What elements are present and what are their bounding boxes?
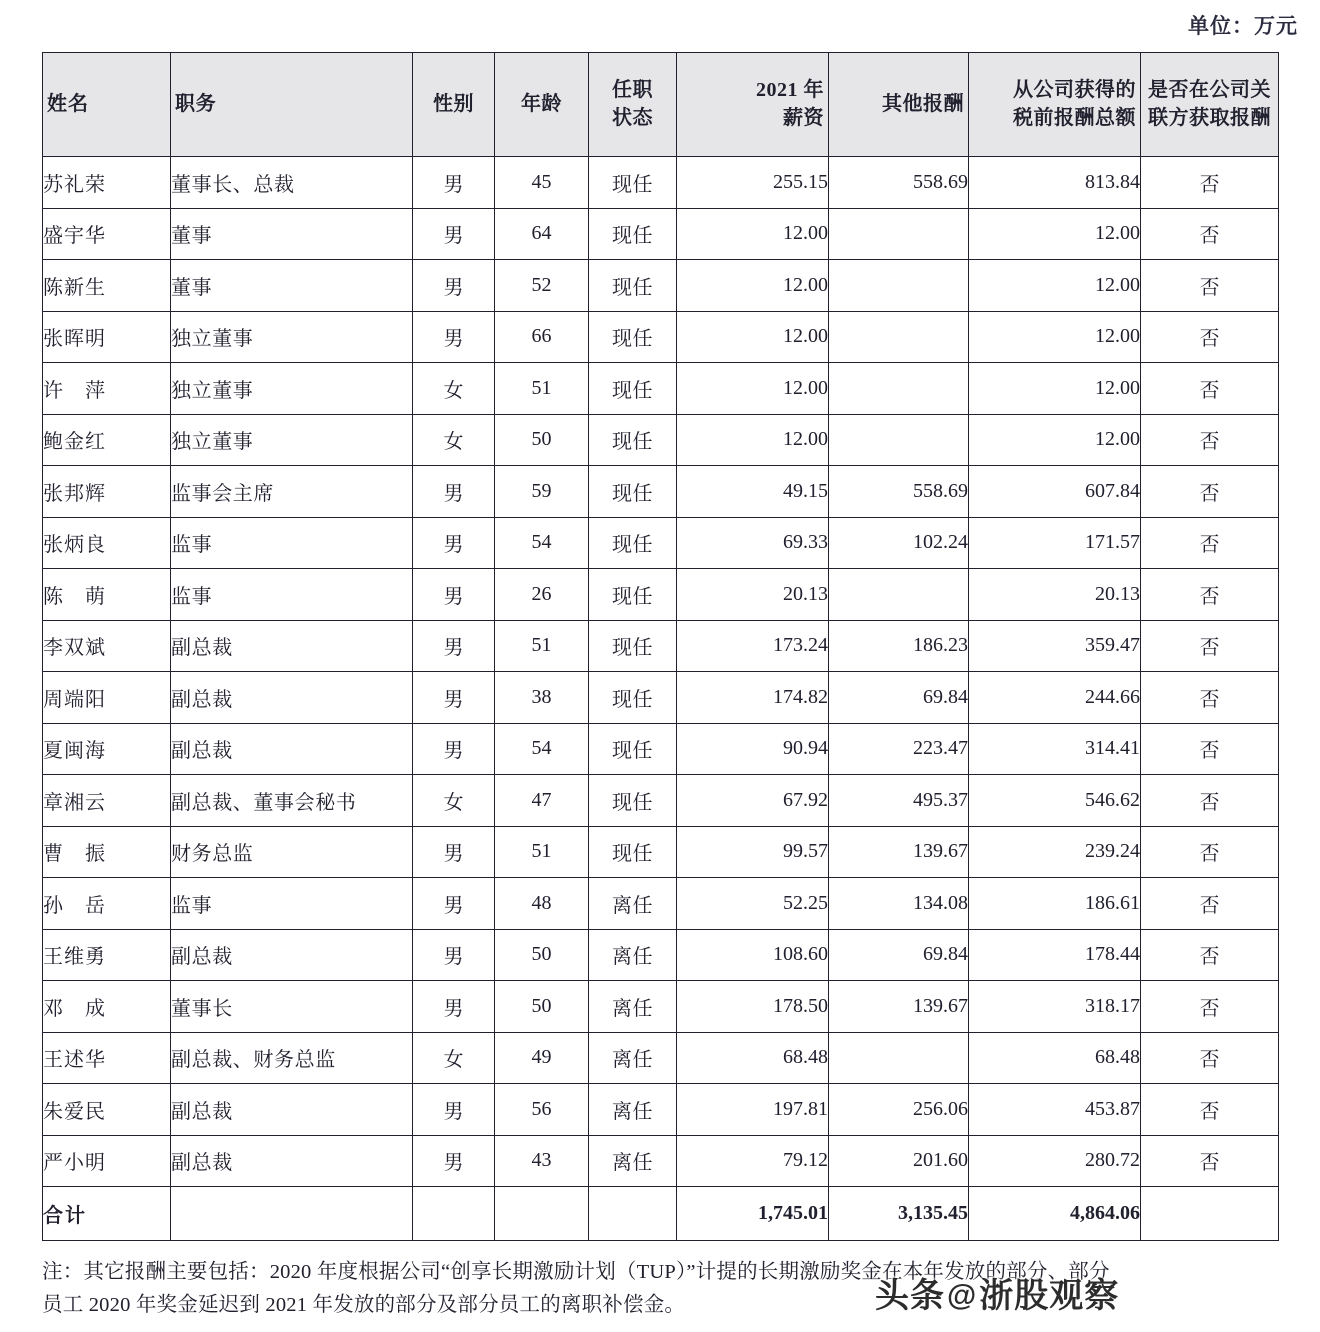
cell-pretax-total: 12.00 (969, 311, 1141, 363)
cell-age: 56 (495, 1084, 589, 1136)
table-row (43, 363, 1279, 415)
cell-status: 现任 (589, 826, 677, 878)
cell-related-party: 否 (1141, 311, 1279, 363)
cell-age: 50 (495, 981, 589, 1033)
header-text: 税前报酬总额 (1013, 106, 1136, 129)
cell-gender: 男 (413, 260, 495, 312)
cell-name: 曹 振 (43, 826, 171, 878)
table-row (43, 775, 1279, 827)
header-text: 联方获取报酬 (1148, 106, 1271, 129)
cell-status: 现任 (589, 775, 677, 827)
column-header-related-party-pay (1141, 53, 1279, 157)
cell-name: 鲍金红 (43, 414, 171, 466)
cell-name: 周端阳 (43, 672, 171, 724)
table-row (43, 517, 1279, 569)
cell-gender: 男 (413, 723, 495, 775)
summary-other-pay: 3,135.45 (829, 1187, 969, 1241)
table-row (43, 157, 1279, 209)
summary-gender (413, 1187, 495, 1241)
cell-salary: 173.24 (677, 620, 829, 672)
executive-compensation-table (42, 52, 1279, 1241)
cell-gender: 女 (413, 414, 495, 466)
summary-pretax-total: 4,864.06 (969, 1187, 1141, 1241)
cell-name: 严小明 (43, 1135, 171, 1187)
cell-title: 监事 (171, 517, 413, 569)
cell-status: 现任 (589, 723, 677, 775)
cell-title: 副总裁、财务总监 (171, 1032, 413, 1084)
cell-age: 51 (495, 620, 589, 672)
summary-row (43, 1187, 1279, 1241)
cell-other-pay (829, 569, 969, 621)
cell-pretax-total: 546.62 (969, 775, 1141, 827)
cell-pretax-total: 314.41 (969, 723, 1141, 775)
at-icon: @ (947, 1279, 978, 1312)
table-row (43, 878, 1279, 930)
cell-gender: 男 (413, 569, 495, 621)
cell-other-pay (829, 260, 969, 312)
cell-salary: 69.33 (677, 517, 829, 569)
cell-pretax-total: 171.57 (969, 517, 1141, 569)
cell-name: 苏礼荣 (43, 157, 171, 209)
cell-name: 孙 岳 (43, 878, 171, 930)
cell-title: 独立董事 (171, 414, 413, 466)
cell-name: 朱爱民 (43, 1084, 171, 1136)
cell-age: 51 (495, 826, 589, 878)
cell-pretax-total: 359.47 (969, 620, 1141, 672)
cell-age: 45 (495, 157, 589, 209)
summary-status (589, 1187, 677, 1241)
cell-age: 50 (495, 414, 589, 466)
cell-status: 离任 (589, 1135, 677, 1187)
cell-title: 财务总监 (171, 826, 413, 878)
header-text: 年龄 (521, 92, 562, 115)
summary-title (171, 1187, 413, 1241)
cell-pretax-total: 239.24 (969, 826, 1141, 878)
cell-pretax-total: 12.00 (969, 208, 1141, 260)
header-row (43, 53, 1279, 157)
cell-age: 49 (495, 1032, 589, 1084)
table-row (43, 414, 1279, 466)
cell-name: 张炳良 (43, 517, 171, 569)
cell-related-party: 否 (1141, 517, 1279, 569)
cell-pretax-total: 68.48 (969, 1032, 1141, 1084)
cell-pretax-total: 453.87 (969, 1084, 1141, 1136)
cell-other-pay: 201.60 (829, 1135, 969, 1187)
cell-pretax-total: 607.84 (969, 466, 1141, 518)
cell-other-pay: 139.67 (829, 981, 969, 1033)
table-row (43, 260, 1279, 312)
table-header (43, 53, 1279, 157)
cell-salary: 255.15 (677, 157, 829, 209)
cell-other-pay: 256.06 (829, 1084, 969, 1136)
cell-salary: 12.00 (677, 414, 829, 466)
cell-status: 离任 (589, 878, 677, 930)
cell-salary: 174.82 (677, 672, 829, 724)
table-row (43, 826, 1279, 878)
table-row (43, 723, 1279, 775)
cell-related-party: 否 (1141, 1135, 1279, 1187)
column-header-salary (677, 53, 829, 157)
cell-name: 章湘云 (43, 775, 171, 827)
cell-status: 现任 (589, 517, 677, 569)
cell-other-pay: 134.08 (829, 878, 969, 930)
cell-salary: 12.00 (677, 208, 829, 260)
cell-title: 独立董事 (171, 363, 413, 415)
cell-pretax-total: 280.72 (969, 1135, 1141, 1187)
cell-age: 66 (495, 311, 589, 363)
cell-age: 59 (495, 466, 589, 518)
cell-related-party: 否 (1141, 414, 1279, 466)
cell-status: 现任 (589, 157, 677, 209)
table-row (43, 672, 1279, 724)
cell-related-party: 否 (1141, 1084, 1279, 1136)
cell-related-party: 否 (1141, 363, 1279, 415)
cell-gender: 女 (413, 363, 495, 415)
cell-age: 48 (495, 878, 589, 930)
table-row (43, 620, 1279, 672)
cell-other-pay: 69.84 (829, 672, 969, 724)
cell-status: 现任 (589, 672, 677, 724)
cell-status: 离任 (589, 981, 677, 1033)
cell-name: 张晖明 (43, 311, 171, 363)
summary-label: 合计 (43, 1187, 171, 1241)
cell-gender: 男 (413, 620, 495, 672)
cell-salary: 12.00 (677, 260, 829, 312)
cell-title: 副总裁 (171, 1135, 413, 1187)
table-row (43, 569, 1279, 621)
cell-salary: 108.60 (677, 929, 829, 981)
cell-name: 邓 成 (43, 981, 171, 1033)
cell-salary: 79.12 (677, 1135, 829, 1187)
cell-status: 现任 (589, 311, 677, 363)
header-text: 性别 (433, 92, 474, 115)
cell-title: 副总裁 (171, 672, 413, 724)
cell-gender: 男 (413, 878, 495, 930)
cell-other-pay: 558.69 (829, 157, 969, 209)
column-header-pretax-total (969, 53, 1141, 157)
cell-other-pay (829, 208, 969, 260)
cell-title: 副总裁、董事会秘书 (171, 775, 413, 827)
cell-status: 现任 (589, 620, 677, 672)
cell-gender: 男 (413, 466, 495, 518)
footnote-line-2: 员工 2020 年奖金延迟到 2021 年发放的部分及部分员工的离职补偿金。 (42, 1294, 686, 1317)
column-header-age (495, 53, 589, 157)
table-footnote (42, 1256, 1287, 1322)
column-header-status (589, 53, 677, 157)
cell-age: 38 (495, 672, 589, 724)
cell-related-party: 否 (1141, 826, 1279, 878)
cell-name: 王维勇 (43, 929, 171, 981)
cell-salary: 67.92 (677, 775, 829, 827)
table-row (43, 208, 1279, 260)
cell-gender: 女 (413, 1032, 495, 1084)
header-text: 从公司获得的 (1013, 78, 1136, 101)
header-text: 任职 (612, 78, 653, 101)
table-row (43, 311, 1279, 363)
cell-related-party: 否 (1141, 723, 1279, 775)
summary-salary: 1,745.01 (677, 1187, 829, 1241)
summary-related-party (1141, 1187, 1279, 1241)
cell-gender: 男 (413, 929, 495, 981)
cell-gender: 男 (413, 826, 495, 878)
column-header-name (43, 53, 171, 157)
cell-other-pay (829, 414, 969, 466)
cell-age: 54 (495, 723, 589, 775)
cell-gender: 男 (413, 1084, 495, 1136)
header-text: 其他报酬 (882, 92, 964, 115)
cell-salary: 12.00 (677, 363, 829, 415)
cell-pretax-total: 12.00 (969, 414, 1141, 466)
cell-title: 副总裁 (171, 929, 413, 981)
column-header-other-pay (829, 53, 969, 157)
cell-title: 董事 (171, 208, 413, 260)
cell-pretax-total: 186.61 (969, 878, 1141, 930)
cell-title: 监事 (171, 569, 413, 621)
cell-salary: 20.13 (677, 569, 829, 621)
cell-title: 副总裁 (171, 1084, 413, 1136)
cell-other-pay: 558.69 (829, 466, 969, 518)
cell-related-party: 否 (1141, 208, 1279, 260)
cell-pretax-total: 813.84 (969, 157, 1141, 209)
summary-age (495, 1187, 589, 1241)
header-text: 薪资 (783, 106, 824, 129)
table-row (43, 1032, 1279, 1084)
watermark-platform: 头条 (875, 1277, 945, 1315)
cell-age: 52 (495, 260, 589, 312)
cell-other-pay: 139.67 (829, 826, 969, 878)
cell-title: 副总裁 (171, 723, 413, 775)
cell-gender: 男 (413, 981, 495, 1033)
cell-related-party: 否 (1141, 878, 1279, 930)
cell-related-party: 否 (1141, 466, 1279, 518)
cell-title: 董事长、总裁 (171, 157, 413, 209)
cell-related-party: 否 (1141, 569, 1279, 621)
cell-status: 离任 (589, 1084, 677, 1136)
cell-related-party: 否 (1141, 672, 1279, 724)
cell-status: 现任 (589, 208, 677, 260)
cell-status: 现任 (589, 363, 677, 415)
cell-salary: 12.00 (677, 311, 829, 363)
cell-related-party: 否 (1141, 157, 1279, 209)
cell-name: 张邦辉 (43, 466, 171, 518)
cell-gender: 男 (413, 311, 495, 363)
cell-age: 47 (495, 775, 589, 827)
cell-salary: 99.57 (677, 826, 829, 878)
cell-related-party: 否 (1141, 620, 1279, 672)
cell-status: 离任 (589, 1032, 677, 1084)
cell-name: 陈新生 (43, 260, 171, 312)
cell-salary: 90.94 (677, 723, 829, 775)
header-text: 是否在公司关 (1148, 78, 1271, 101)
cell-salary: 49.15 (677, 466, 829, 518)
cell-status: 现任 (589, 414, 677, 466)
cell-related-party: 否 (1141, 929, 1279, 981)
cell-related-party: 否 (1141, 981, 1279, 1033)
cell-gender: 女 (413, 775, 495, 827)
table-row (43, 466, 1279, 518)
cell-related-party: 否 (1141, 1032, 1279, 1084)
cell-name: 李双斌 (43, 620, 171, 672)
cell-pretax-total: 12.00 (969, 363, 1141, 415)
cell-name: 王述华 (43, 1032, 171, 1084)
unit-label: 单位：万元 (1188, 14, 1298, 38)
cell-gender: 男 (413, 517, 495, 569)
cell-other-pay: 495.37 (829, 775, 969, 827)
header-text: 状态 (612, 106, 653, 129)
cell-pretax-total: 12.00 (969, 260, 1141, 312)
cell-name: 盛宇华 (43, 208, 171, 260)
cell-name: 陈 萌 (43, 569, 171, 621)
watermark-account: 浙股观察 (979, 1277, 1120, 1315)
table-row (43, 1135, 1279, 1187)
cell-title: 监事会主席 (171, 466, 413, 518)
cell-title: 董事 (171, 260, 413, 312)
cell-pretax-total: 318.17 (969, 981, 1141, 1033)
cell-age: 64 (495, 208, 589, 260)
cell-name: 许 萍 (43, 363, 171, 415)
cell-title: 监事 (171, 878, 413, 930)
cell-salary: 178.50 (677, 981, 829, 1033)
cell-related-party: 否 (1141, 775, 1279, 827)
cell-pretax-total: 244.66 (969, 672, 1141, 724)
cell-gender: 男 (413, 208, 495, 260)
cell-other-pay (829, 311, 969, 363)
column-header-gender (413, 53, 495, 157)
cell-gender: 男 (413, 672, 495, 724)
cell-pretax-total: 178.44 (969, 929, 1141, 981)
cell-age: 51 (495, 363, 589, 415)
cell-salary: 197.81 (677, 1084, 829, 1136)
cell-other-pay (829, 1032, 969, 1084)
table-row (43, 929, 1279, 981)
cell-gender: 男 (413, 1135, 495, 1187)
cell-other-pay: 102.24 (829, 517, 969, 569)
cell-related-party: 否 (1141, 260, 1279, 312)
cell-pretax-total: 20.13 (969, 569, 1141, 621)
cell-age: 43 (495, 1135, 589, 1187)
cell-other-pay: 223.47 (829, 723, 969, 775)
cell-status: 现任 (589, 260, 677, 312)
cell-age: 50 (495, 929, 589, 981)
table-row (43, 1084, 1279, 1136)
column-header-title (171, 53, 413, 157)
cell-title: 独立董事 (171, 311, 413, 363)
header-text: 职务 (175, 92, 217, 115)
cell-title: 副总裁 (171, 620, 413, 672)
cell-age: 26 (495, 569, 589, 621)
table-row (43, 981, 1279, 1033)
cell-name: 夏闽海 (43, 723, 171, 775)
cell-status: 现任 (589, 569, 677, 621)
cell-status: 现任 (589, 466, 677, 518)
cell-other-pay: 186.23 (829, 620, 969, 672)
cell-other-pay: 69.84 (829, 929, 969, 981)
cell-age: 54 (495, 517, 589, 569)
cell-gender: 男 (413, 157, 495, 209)
table-body (43, 157, 1279, 1241)
cell-salary: 68.48 (677, 1032, 829, 1084)
cell-title: 董事长 (171, 981, 413, 1033)
cell-other-pay (829, 363, 969, 415)
cell-status: 离任 (589, 929, 677, 981)
header-text: 2021 年 (756, 78, 824, 101)
footnote-line-1: 注：其它报酬主要包括：2020 年度根据公司“创享长期激励计划（TUP）”计提的长期激励奖金在本年发放的部分、部分 (42, 1261, 1110, 1283)
header-text: 姓名 (47, 92, 89, 115)
cell-salary: 52.25 (677, 878, 829, 930)
